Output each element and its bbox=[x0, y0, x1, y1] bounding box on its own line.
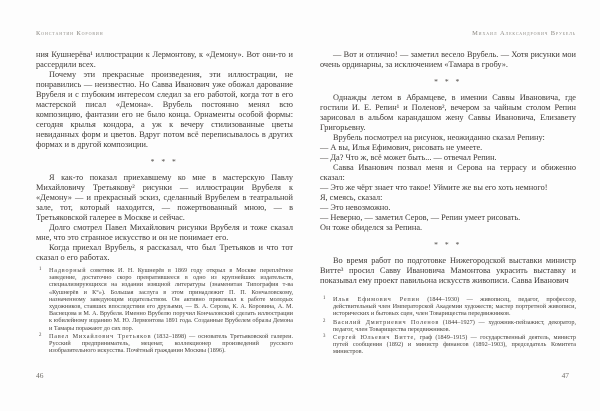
paragraph: — Вот и отлично! — заметил весело Врубель. — Хотя рисунки мои очень ординарны, за исключением «Тамара в гробу». bbox=[320, 50, 576, 69]
footnote-lead: Сергей Юльевич Витте, bbox=[333, 334, 417, 342]
footnote-text: (1844–1927) — художник-пейзажист, декоратор, педагог, член Товарищества передвижников. bbox=[333, 318, 576, 333]
section-separator: * * * bbox=[150, 157, 179, 166]
paragraph: Долго смотрел Павел Михайлович рисунки Врубеля и тоже сказал мне, что это странное искусство и он не понимает его. bbox=[36, 223, 293, 242]
paragraph: Во время работ по подготовке Нижегородской выставки министр Витте³ просил Савву Ивановича Мамонтова украсить выставку и показывал ему проект павильона искусств живописи. Савва Иванович bbox=[320, 256, 576, 285]
paragraph: Однажды летом в Абрамцеве, в имении Саввы Ивановича, где гостили И. Е. Репин¹ и Поленов², вечером за чайным столом Репин зарисовал в альбом карандашом жену Саввы Ивановича, Елизавету Григорьевну. bbox=[320, 93, 576, 132]
paragraph: Савва Иванович позвал меня и Серова на террасу и обиженно сказал: bbox=[320, 163, 576, 182]
paragraph: Я как-то показал приехавшему ко мне в мастерскую Павлу Михайловичу Третьякову² рисунки — иллюстрации Врубеля к «Демону» — и прекрасный эскиз, сделанный Врубелем в театральной зале, тот, который находится, — пожертвованный мною, — в Третьяковской галерее в Москве и сейчас. bbox=[36, 173, 293, 222]
section-separator: * * * bbox=[434, 240, 462, 249]
footnote bbox=[36, 333, 293, 355]
footnote-text: (1832–1898) — основатель Третьяковской галереи. Русский предприниматель, меценат, коллекционер произведений русского изобразительного искусства. Почётный гражданин Москвы (1896). bbox=[49, 332, 293, 355]
footnote bbox=[320, 319, 576, 333]
section-separator: * * * bbox=[434, 77, 462, 86]
footnote bbox=[36, 267, 293, 332]
page-left bbox=[36, 0, 293, 411]
running-head-left: Константин Коровин bbox=[36, 30, 104, 37]
footnote-lead: Василий Дмитриевич Поленов bbox=[333, 318, 440, 326]
body-text-right bbox=[320, 50, 576, 286]
body-text-left bbox=[36, 50, 293, 263]
page-right bbox=[320, 0, 576, 411]
paragraph: ния Кушнерёва¹ иллюстрации к Лермонтову, к «Демону». Вот они-то и рассердили всех. bbox=[36, 50, 293, 69]
dialogue-line: — А вы, Илья Ефимович, рисовать не умеете. bbox=[320, 143, 483, 152]
dialogue-line: — Да? Что ж, всё может быть... — отвечал Репин. bbox=[320, 153, 497, 162]
footnote-marker: 1 bbox=[323, 296, 326, 301]
footnote-text: граф (1849–1915) — государственный деятель, министр путей сообщения (1892) и министр финансов (1892–1903), председатель Комитета министров. bbox=[333, 334, 576, 356]
dialogue-line: Он тоже обиделся за Репина. bbox=[320, 223, 423, 232]
footnotes-right bbox=[320, 296, 576, 357]
dialogue-line: Я, смеясь, сказал: bbox=[320, 193, 383, 202]
dialogue-line: — Это же чёрт знает что такое! Уймите же вы его хоть немного! bbox=[320, 183, 548, 192]
footnote-lead: Надворный bbox=[49, 267, 87, 274]
footnotes-left bbox=[36, 267, 293, 355]
footnote bbox=[320, 296, 576, 318]
footnote bbox=[320, 334, 576, 356]
dialogue-line: — Это невозможно. bbox=[320, 203, 391, 212]
footnote-marker: 2 bbox=[323, 318, 326, 324]
footnote-marker: 3 bbox=[323, 334, 326, 340]
paragraph: Врубель посмотрел на рисунок, неожиданно сказал Репину: bbox=[333, 133, 545, 142]
footnote-text: (1844–1930) — живописец, педагог, профессор, действительный член Императорской Академии художеств; мастер портретной живописи, исторических и бытовых сцен, член Товарищества передвижников. bbox=[333, 296, 576, 318]
running-head-right: Михаил Александрович Врубель bbox=[472, 30, 576, 37]
footnote-marker: 1 bbox=[39, 267, 42, 272]
footnote-text: советник И. Н. Кушнерёв в 1869 году открыл в Москве переплётное заведение, достаточно скоро превратившееся в одно из крупнейших издательств, специализирующихся на издании изящной литературы (знаменитая Типография т-ва «Кушнерёв и К°»). Большая заслуга в этом принадлежит П. П. Кончаловскому, назначенному заведующим издательством. Он активно привлекал к работе молодых художников, ставших впоследствии его друзьями, — В. А. Серова, К. А. Коровина, А. М. Васнецова и М. А. Врубеля. Именно Врубелю поручил Кончаловский сделать иллюстрации к юбилейному изданию М. Ю. Лермонтова 1891 года. Созданные Врубелем образы Демона и Тамары поражают до сих пор. bbox=[49, 267, 293, 332]
footnote-lead: Павел Михайлович Третьяков bbox=[49, 332, 152, 340]
footnote-marker: 2 bbox=[39, 332, 42, 338]
paragraph: Когда приехал Врубель, я рассказал, что был Третьяков и что тот сказал о его работах. bbox=[36, 243, 293, 262]
page-number-right: 47 bbox=[561, 371, 569, 380]
dialogue-line: — Неверно, — заметил Серов, — Репин умеет рисовать. bbox=[320, 213, 521, 222]
footnote-lead: Илья Ефимович Репин bbox=[333, 296, 420, 303]
paragraph: Почему эти прекрасные произведения, эти иллюстрации, не понравились — неизвестно. Но Савва Иванович уже обожал дарование Врубеля и с глубоким интересом следил за его работой, когда тот в его мастерской писал «Демона». Врубель постоянно менял всю композицию, фантазии его не было конца. Орнаменты особой формы: сегодня крылья кондора, а уж к вечеру стилизованные цветы невиданных форм и цветов. Вдруг потом всё переписывалось в других формах и в другой композиции. bbox=[36, 70, 293, 149]
page-number-left: 46 bbox=[36, 371, 44, 380]
